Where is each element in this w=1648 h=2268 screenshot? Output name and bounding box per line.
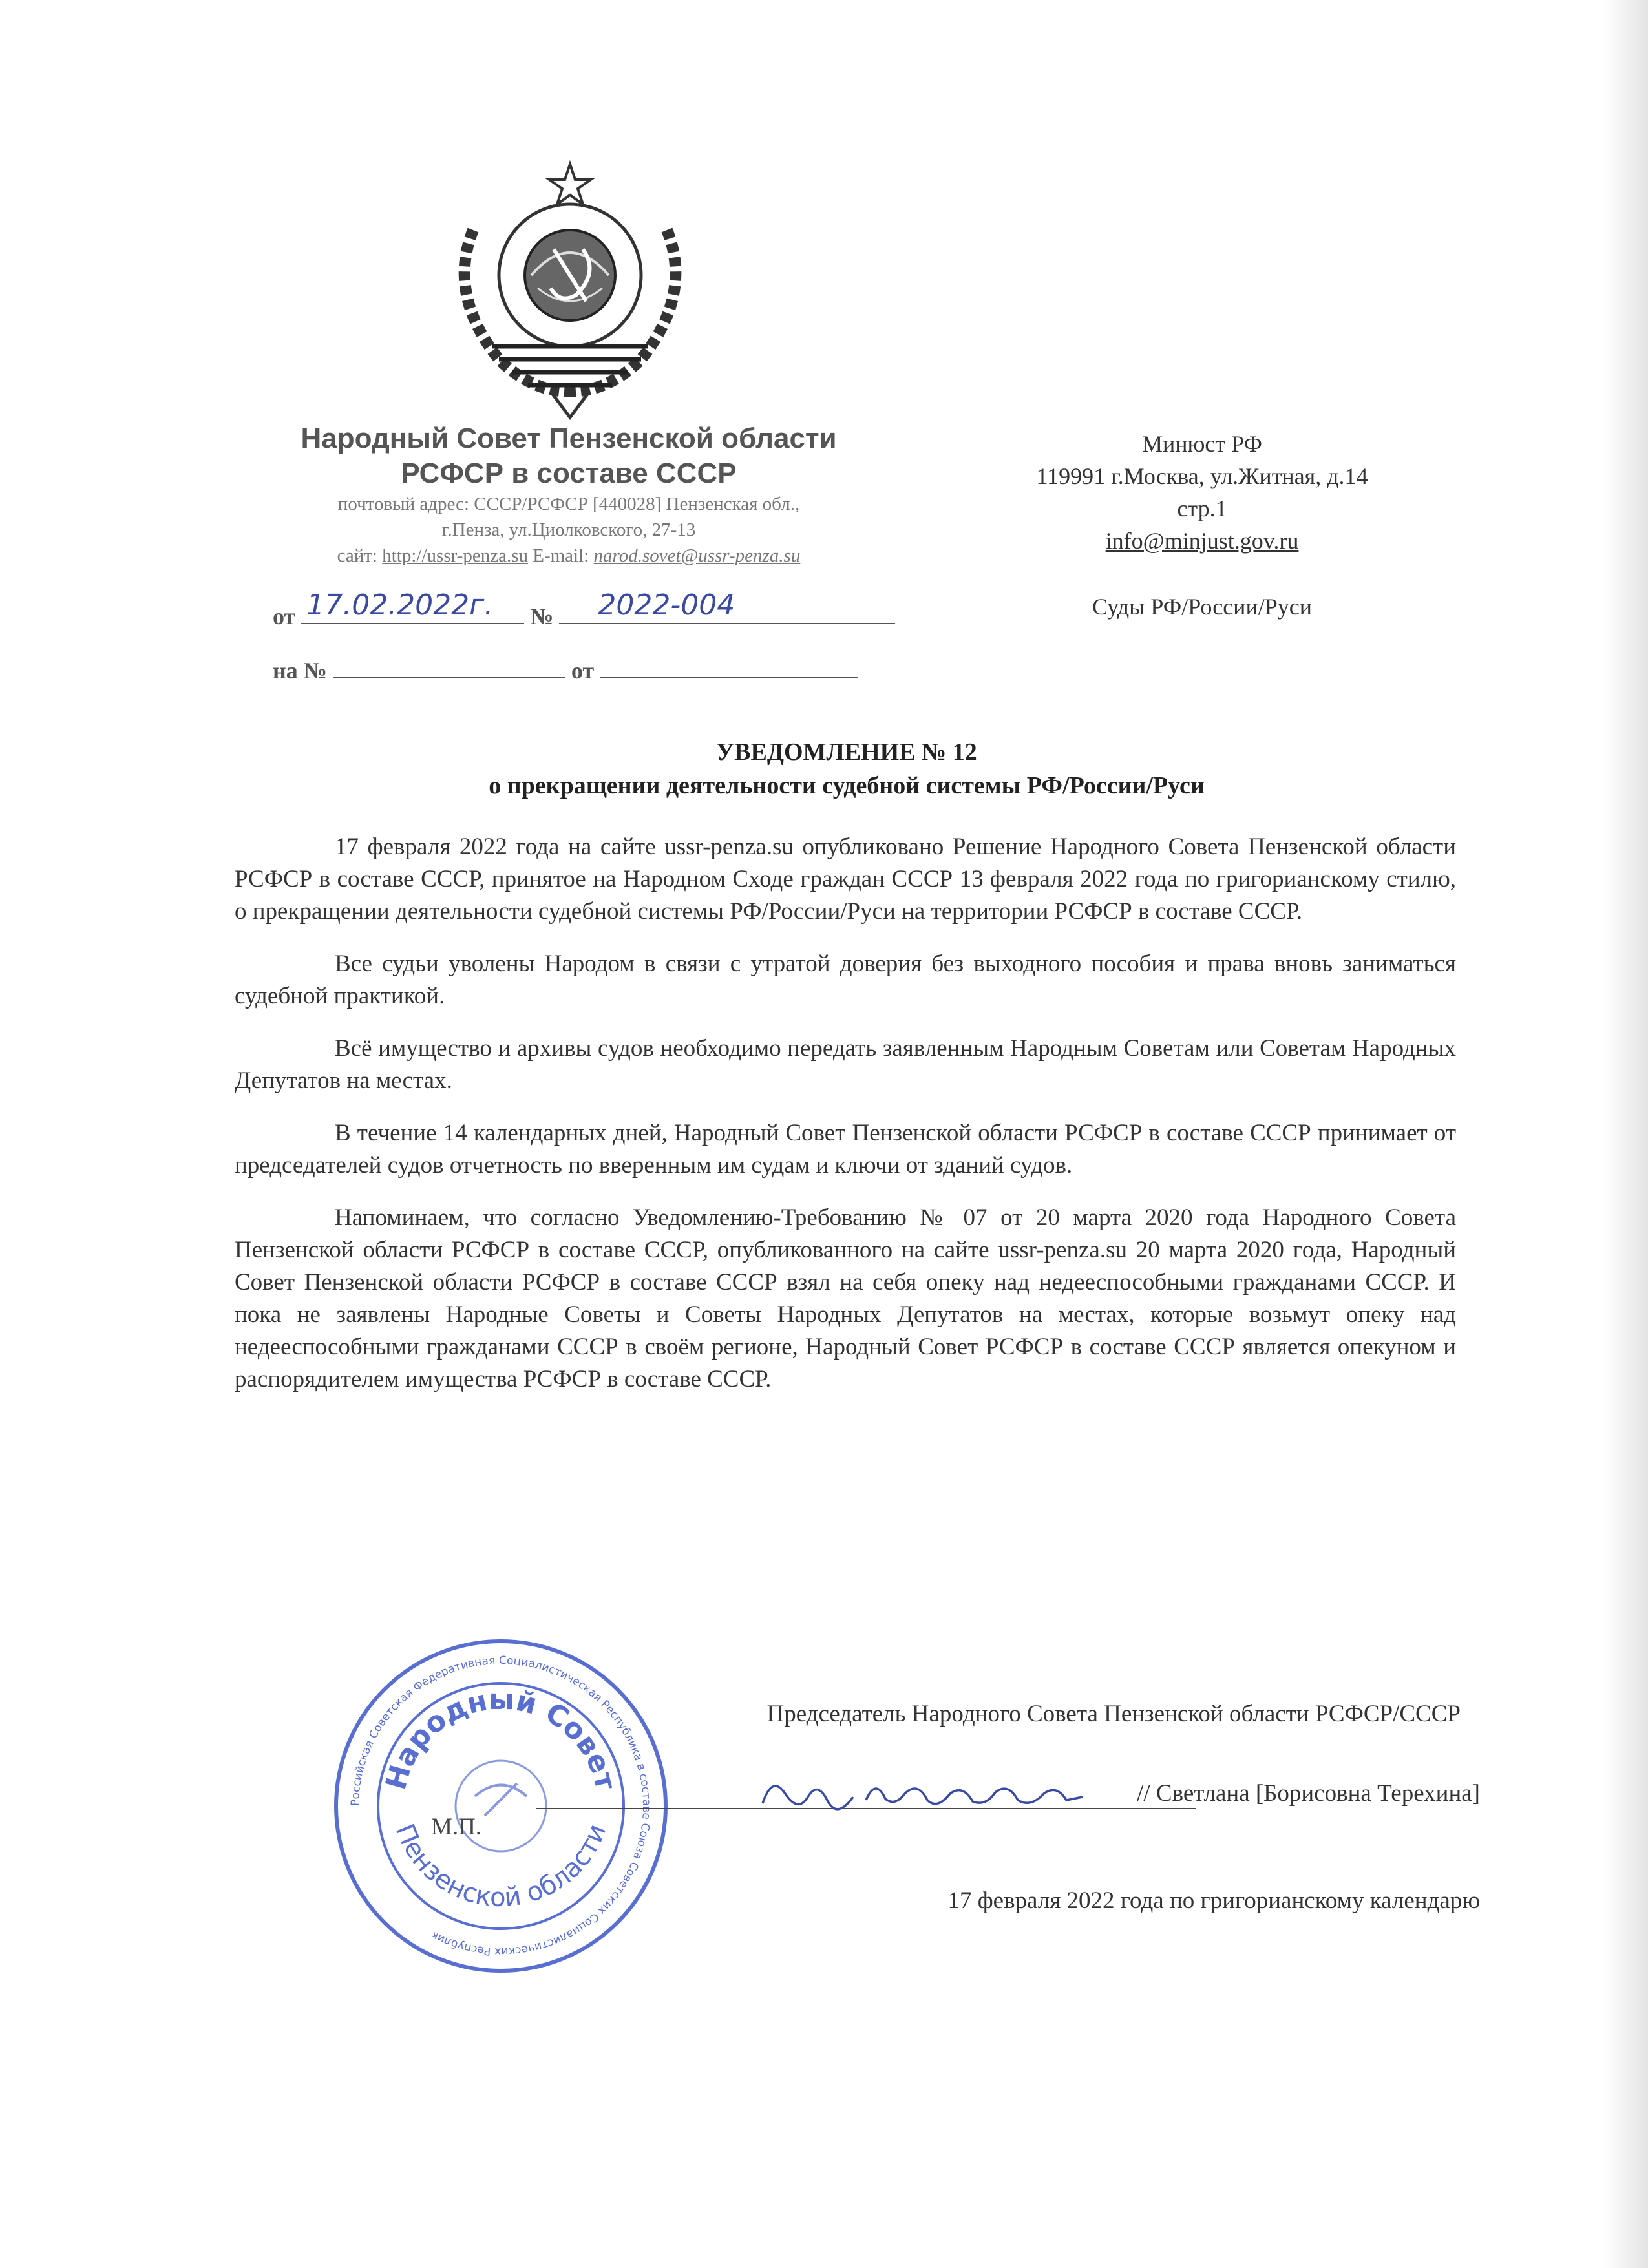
signature-date: 17 февраля 2022 года по григорианскому календарю xyxy=(947,1887,1480,1914)
mp-label: М.П. xyxy=(431,1814,482,1840)
site-link[interactable]: http://ussr-penza.su xyxy=(382,545,528,566)
body-paragraph: Все судьи уволены Народом в связи с утратой доверия без выходного пособия и права вновь заниматься судебной практикой. xyxy=(235,950,1456,1009)
handwritten-number: 2022-004 xyxy=(598,589,735,622)
sender-address-line1: почтовый адрес: СССР/РСФСР [440028] Пензенская обл., xyxy=(337,494,800,514)
svg-text:Пензенской области xyxy=(390,1820,613,1913)
sender-email-link[interactable]: narod.sovet@ussr-penza.su xyxy=(593,545,801,566)
recipient-courts: Суды РФ/России/Руси xyxy=(1092,594,1312,620)
document-title-block xyxy=(233,735,1461,803)
on-from-label: от xyxy=(571,658,595,684)
from-label: от xyxy=(273,604,296,629)
handwritten-signature-icon xyxy=(756,1768,1092,1820)
outgoing-ref-line xyxy=(273,589,895,630)
on-from-field xyxy=(600,654,858,678)
recipient-address-line2: стр.1 xyxy=(1177,496,1227,521)
recipient-block xyxy=(969,428,1435,623)
signature-line xyxy=(536,1774,1480,1813)
recipient-address-line1: 119991 г.Москва, ул.Житная, д.14 xyxy=(1036,463,1368,489)
incoming-ref-line xyxy=(273,654,858,684)
stamp-center-text: Народный Совет xyxy=(379,1683,622,1794)
document-subtitle: о прекращении деятельности судебной системы РФ/России/Руси xyxy=(489,772,1205,799)
recipient-email-link[interactable]: info@minjust.gov.ru xyxy=(1105,528,1299,554)
sender-block xyxy=(226,421,911,569)
signer-name: // Светлана [Борисовна Терехина] xyxy=(1137,1780,1480,1807)
body-paragraph: 17 февраля 2022 года на сайте ussr-penza.su опубликовано Решение Народного Совета Пензенской области РСФСР в составе СССР, принятое на Народном Сходе граждан СССР 13 февраля 2022 года по григорианскому стилю, о прекращении деятельности судебной системы РФ/России/Руси на территории РСФСР в составе СССР. xyxy=(235,834,1456,925)
number-label: № xyxy=(530,604,554,629)
on-number-label: на № xyxy=(273,658,327,684)
stamp-ring-text: Российская Советская Федеративная Социалистическая Республика в составе Союза Советских Социалистических Республик xyxy=(348,1654,653,1958)
sender-address-line2: г.Пенза, ул.Циолковского, 27-13 xyxy=(441,520,696,540)
body-paragraph: Напоминаем, что согласно Уведомлению-Требованию № 07 от 20 марта 2020 года Народного Совета Пензенской области РСФСР в составе СССР, опубликованного на сайте ussr-penza.su 20 марта 2020 года, Народный Совет Пензенской области РСФСР в составе СССР взял на себя опеку над недееспособными гражданами СССР. И пока не заявлены Народные Советы и Советы Народных Депутатов на местах, которые возьмут опеку над недееспособными гражданами СССР в своём регионе, Народный Совет РСФСР в составе СССР является опекуном и распорядителем имущества РСФСР в составе СССР. xyxy=(235,1204,1456,1392)
sender-org-line2: РСФСР в составе СССР xyxy=(401,457,737,489)
chair-title: Председатель Народного Совета Пензенской области РСФСР/СССР xyxy=(766,1701,1461,1727)
document-title: УВЕДОМЛЕНИЕ № 12 xyxy=(716,739,977,766)
stamp-bottom-text: Пензенской области xyxy=(389,1820,613,1913)
ussr-emblem-icon xyxy=(421,152,719,424)
sender-org-line1: Народный Совет Пензенской области xyxy=(301,423,837,454)
from-date-field xyxy=(301,589,524,624)
scan-edge-shadow xyxy=(1603,0,1648,2268)
sender-contacts xyxy=(226,543,911,569)
handwritten-date: 17.02.2022г. xyxy=(306,589,494,622)
body-paragraph: Всё имущество и архивы судов необходимо передать заявленным Народным Советам или Советам Народных Депутатов на местах. xyxy=(235,1035,1456,1094)
on-number-field xyxy=(333,654,565,678)
number-field xyxy=(559,589,895,624)
document-body xyxy=(235,831,1456,1416)
email-label: E-mail: xyxy=(528,545,594,566)
body-paragraph: В течение 14 календарных дней, Народный Совет Пензенской области РСФСР в составе СССР принимает от председателей судов отчетность по вверенным им судам и ключи от зданий судов. xyxy=(235,1120,1456,1179)
site-label: сайт: xyxy=(337,545,383,566)
recipient-name: Минюст РФ xyxy=(1142,431,1262,457)
